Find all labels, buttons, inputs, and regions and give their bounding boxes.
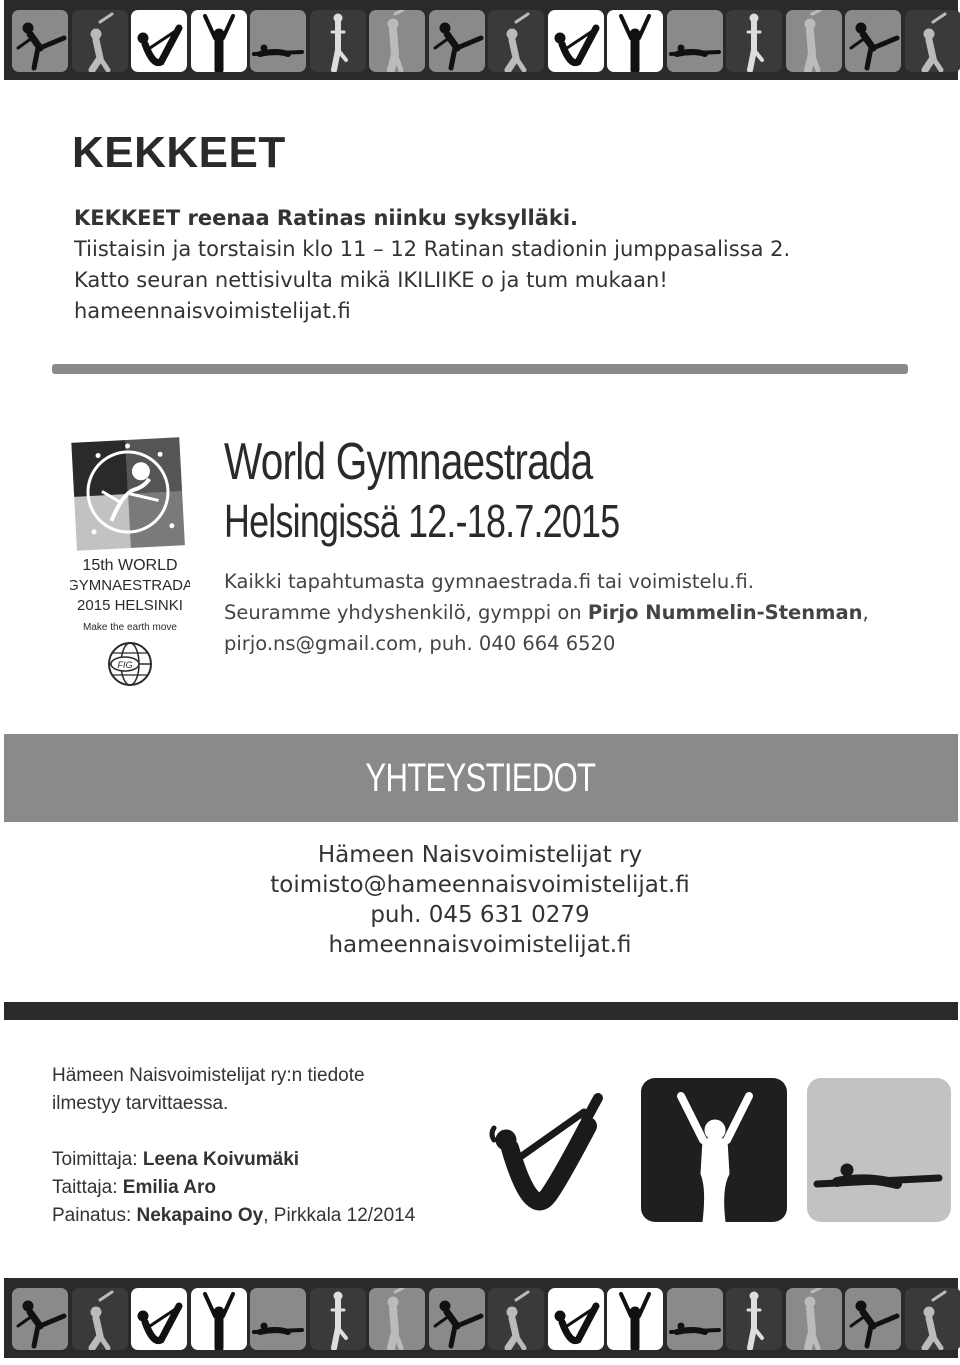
editor-label: Toimittaja: xyxy=(52,1149,143,1170)
film-tile xyxy=(667,10,723,72)
film-tile xyxy=(488,1288,544,1350)
arms-up-silhouette-icon xyxy=(607,10,663,72)
gymnaestrada-logo xyxy=(70,432,190,694)
film-tile xyxy=(786,1288,842,1350)
kick-silhouette-icon xyxy=(845,10,901,72)
gymnaestrada-info xyxy=(224,566,869,659)
contact-person-name: Pirjo Nummelin-Stenman xyxy=(587,601,863,624)
kick-silhouette-icon xyxy=(845,1288,901,1350)
logo-line-1: 15th WORLD xyxy=(82,557,178,574)
kick-silhouette-icon xyxy=(12,10,68,72)
film-tile xyxy=(488,10,544,72)
arms-up-silhouette-icon xyxy=(191,1288,247,1350)
vsit-silhouette-icon xyxy=(131,10,187,72)
print-details: , Pirkkala 12/2014 xyxy=(263,1205,416,1226)
vsit-silhouette-icon xyxy=(548,10,604,72)
stretch-silhouette-icon xyxy=(905,10,960,72)
kick-silhouette-icon xyxy=(12,1288,68,1350)
film-tile xyxy=(191,1288,247,1350)
footer-layout xyxy=(52,1174,415,1202)
balance-silhouette-icon xyxy=(310,1288,366,1350)
film-tile xyxy=(191,10,247,72)
layout-label: Taittaja: xyxy=(52,1177,123,1198)
contact-person-comma: , xyxy=(862,601,869,624)
kekkeet-title: KEKKEET xyxy=(72,128,286,177)
section-divider xyxy=(52,364,908,374)
footer-print xyxy=(52,1202,415,1230)
gymnaestrada-logo-icon xyxy=(70,432,190,694)
kekkeet-website: hameennaisvoimistelijat.fi xyxy=(74,299,351,323)
film-tile xyxy=(12,10,68,72)
lying-silhouette-icon xyxy=(807,1078,951,1222)
film-tile xyxy=(905,1288,960,1350)
fig-emblem-text: FIG xyxy=(117,660,133,670)
film-tile xyxy=(905,10,960,72)
film-tile xyxy=(429,1288,485,1350)
print-label: Painatus: xyxy=(52,1205,137,1226)
film-strip-bottom xyxy=(4,1278,958,1358)
vsit-silhouette-icon xyxy=(548,1288,604,1350)
lying-silhouette-icon xyxy=(667,1288,723,1350)
stretch-silhouette-icon xyxy=(488,10,544,72)
layout-name: Emilia Aro xyxy=(122,1177,217,1198)
lying-tile xyxy=(807,1078,951,1222)
arms-up-silhouette-icon xyxy=(607,1288,663,1350)
kick-silhouette-icon xyxy=(429,1288,485,1350)
stretch-silhouette-icon xyxy=(72,10,128,72)
logo-slogan: Make the earth move xyxy=(83,622,177,633)
film-tile xyxy=(72,1288,128,1350)
balance-silhouette-icon xyxy=(310,10,366,72)
film-tile xyxy=(310,1288,366,1350)
arabesque-silhouette-icon xyxy=(369,10,425,72)
film-tile xyxy=(250,10,306,72)
film-tile xyxy=(548,10,604,72)
gymnaestrada-contact-details: pirjo.ns@gmail.com, puh. 040 664 6520 xyxy=(224,632,616,655)
film-tile xyxy=(429,10,485,72)
film-tile xyxy=(131,10,187,72)
arms-up-silhouette-icon xyxy=(641,1078,787,1222)
contact-phone: puh. 045 631 0279 xyxy=(370,902,590,928)
stretch-silhouette-icon xyxy=(488,1288,544,1350)
film-tile xyxy=(12,1288,68,1350)
film-tile xyxy=(310,10,366,72)
stretch-silhouette-icon xyxy=(905,1288,960,1350)
kick-silhouette-icon xyxy=(429,10,485,72)
lying-silhouette-icon xyxy=(250,10,306,72)
kekkeet-lead: KEKKEET reenaa Ratinas niinku syksylläki. xyxy=(74,206,579,230)
kekkeet-invite: Katto seuran nettisivulta mikä IKILIIKE o ja tum mukaan! xyxy=(74,268,668,292)
film-tile xyxy=(607,10,663,72)
footer-credits xyxy=(52,1062,415,1230)
film-tile xyxy=(72,10,128,72)
film-tile xyxy=(250,1288,306,1350)
film-tile xyxy=(131,1288,187,1350)
contact-footer-bar xyxy=(4,1002,958,1020)
contact-info xyxy=(0,840,960,960)
contact-title xyxy=(0,756,960,801)
film-tile xyxy=(607,1288,663,1350)
arabesque-silhouette-icon xyxy=(786,10,842,72)
film-tile xyxy=(548,1288,604,1350)
arabesque-silhouette-icon xyxy=(369,1288,425,1350)
film-tile xyxy=(726,1288,782,1350)
contact-person-intro: Seuramme yhdyshenkilö, gymppi on xyxy=(224,601,588,624)
vsit-silhouette-icon xyxy=(488,1090,608,1220)
film-tile xyxy=(845,1288,901,1350)
film-tile xyxy=(845,10,901,72)
printer-name: Nekapaino Oy xyxy=(136,1205,264,1226)
film-tile xyxy=(667,1288,723,1350)
film-tile xyxy=(726,10,782,72)
kekkeet-text xyxy=(74,203,790,327)
film-tile xyxy=(369,10,425,72)
lying-silhouette-icon xyxy=(250,1288,306,1350)
gymnaestrada-links: Kaikki tapahtumasta gymnaestrada.fi tai voimistelu.fi. xyxy=(224,570,754,593)
film-tile xyxy=(786,10,842,72)
balance-silhouette-icon xyxy=(726,1288,782,1350)
film-tile xyxy=(369,1288,425,1350)
stretch-silhouette-icon xyxy=(72,1288,128,1350)
footer-line-1: Hämeen Naisvoimistelijat ry:n tiedote xyxy=(52,1065,365,1086)
footer-line-2: ilmestyy tarvittaessa. xyxy=(52,1093,229,1114)
gymnaestrada-dates: Helsingissä 12.-18.7.2015 xyxy=(224,495,620,547)
fig-globe-icon xyxy=(109,643,151,685)
kekkeet-schedule: Tiistaisin ja torstaisin klo 11 – 12 Ratinan stadionin jumppasalissa 2. xyxy=(74,237,791,261)
vsit-silhouette-icon xyxy=(131,1288,187,1350)
arms-up-tile xyxy=(641,1078,787,1222)
arms-up-silhouette-icon xyxy=(191,10,247,72)
contact-email: toimisto@hameennaisvoimistelijat.fi xyxy=(270,872,690,898)
gymnaestrada-heading: World Gymnaestrada xyxy=(224,433,593,491)
logo-line-2: GYMNAESTRADA xyxy=(70,577,190,594)
contact-website: hameennaisvoimistelijat.fi xyxy=(328,932,632,958)
gymnaestrada-contact-person xyxy=(224,597,869,628)
arabesque-silhouette-icon xyxy=(786,1288,842,1350)
film-strip-top xyxy=(4,0,958,80)
balance-silhouette-icon xyxy=(726,10,782,72)
editor-name: Leena Koivumäki xyxy=(142,1149,300,1170)
contact-org-name: Hämeen Naisvoimistelijat ry xyxy=(317,842,643,868)
contact-title-text: YHTEYSTIEDOT xyxy=(365,756,595,800)
logo-line-3: 2015 HELSINKI xyxy=(77,597,183,614)
footer-editor xyxy=(52,1146,415,1174)
lying-silhouette-icon xyxy=(667,10,723,72)
